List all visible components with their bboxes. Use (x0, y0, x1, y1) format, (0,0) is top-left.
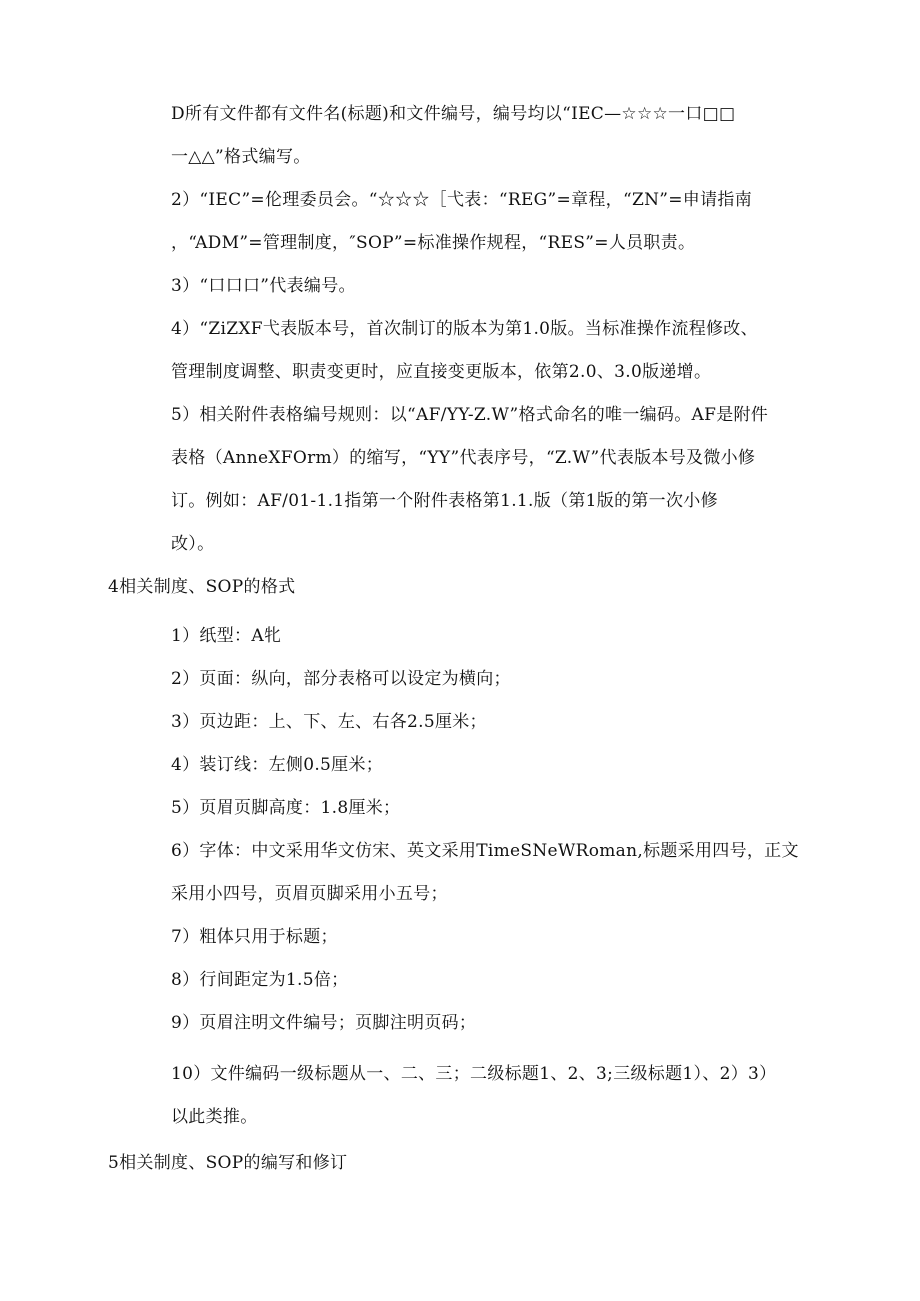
paragraph-line: 改）。 (171, 534, 215, 554)
paragraph-line: D所有文件都有文件名(标题)和文件编号，编号均以“IEC—☆☆☆一口□□ (171, 104, 736, 124)
list-item: 10）文件编码一级标题从一、二、三；二级标题1、2、3;三级标题1）、2）3） (171, 1064, 777, 1084)
paragraph-line: 一△△”格式编写。 (171, 147, 311, 167)
paragraph-line: 5）相关附件表格编号规则：以“AF/YY-Z.W”格式命名的唯一编码。AF是附件 (171, 405, 769, 425)
list-item: 2）页面：纵向，部分表格可以设定为横向； (171, 669, 511, 689)
list-item: 9）页眉注明文件编号；页脚注明页码； (171, 1013, 477, 1033)
paragraph-line: 表格（AnneXFOrm）的缩写，“YY”代表序号，“Z.W”代表版本号及微小修 (171, 448, 756, 468)
section-heading: 5相关制度、SOP的编写和修订 (108, 1153, 348, 1173)
list-item: 7）粗体只用于标题； (171, 927, 338, 947)
list-item: 1）纸型：A牝 (171, 626, 282, 646)
list-item: 3）页边距：上、下、左、右各2.5厘米； (171, 712, 487, 732)
paragraph-line: 订。例如：AF/01-1.1指第一个附件表格第1.1.版（第1版的第一次小修 (171, 491, 718, 511)
paragraph-line: 3）“口口口”代表编号。 (171, 276, 356, 296)
list-item: 6）字体：中文采用华文仿宋、英文采用TimeSNeWRoman,标题采用四号，正文 (171, 841, 799, 861)
list-item: 4）装订线：左侧0.5厘米； (171, 755, 384, 775)
paragraph-line: 2）“IEC”=伦理委员会。“☆☆☆［弋表：“REG”=章程，“ZN”=申请指南 (171, 190, 752, 210)
list-item: 5）页眉页脚高度：1.8厘米； (171, 798, 401, 818)
paragraph-line: ，“ADM”=管理制度，″SOP”=标准操作规程，“RES”=人员职责。 (171, 233, 696, 253)
list-item: 以此类推。 (171, 1107, 258, 1127)
paragraph-line: 管理制度调整、职责变更时，应直接变更版本，依第2.0、3.0版递增。 (171, 362, 712, 382)
list-item: 采用小四号，页眉页脚采用小五号； (171, 884, 448, 904)
paragraph-line: 4）“ZiZXF弋表版本号，首次制订的版本为第1.0版。当标准操作流程修改、 (171, 319, 758, 339)
section-heading: 4相关制度、SOP的格式 (108, 577, 296, 597)
list-item: 8）行间距定为1.5倍； (171, 970, 349, 990)
